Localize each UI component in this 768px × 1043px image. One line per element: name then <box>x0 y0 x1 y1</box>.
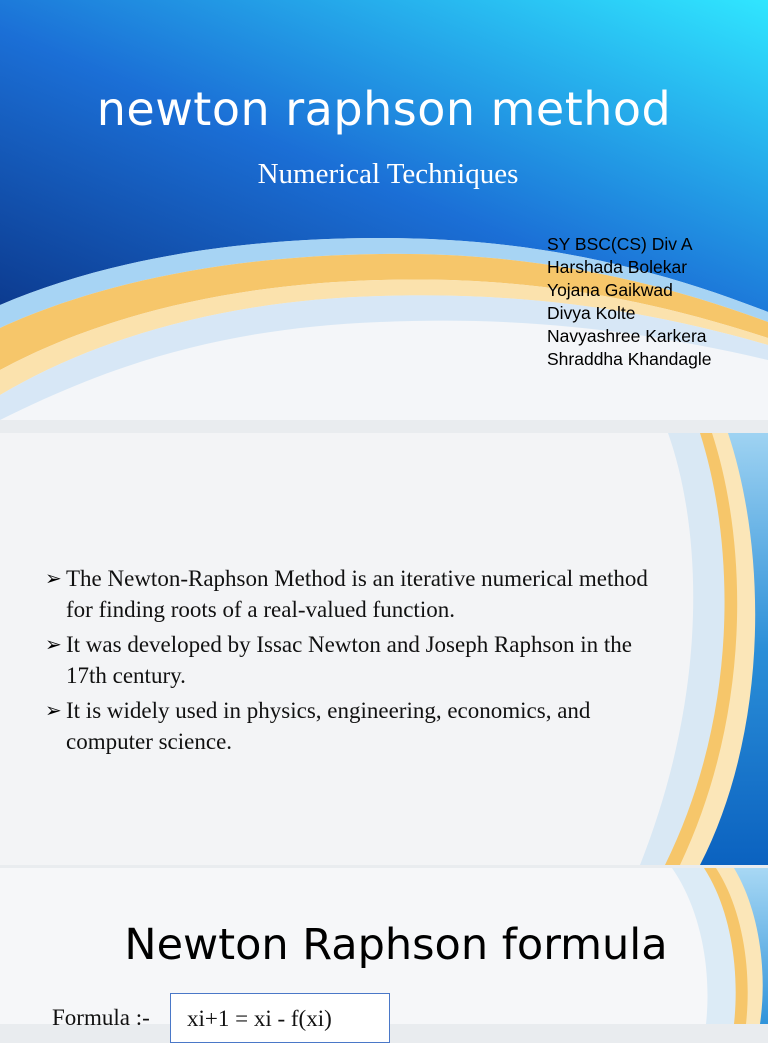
bullet-text: The Newton-Raphson Method is an iterative numerical method for finding roots of a real-valued function. <box>66 566 648 622</box>
presentation-title: newton raphson method <box>96 82 672 136</box>
formula-label: Formula :- <box>52 1005 150 1030</box>
presentation-subtitle: Numerical Techniques <box>257 158 519 190</box>
arrow-bullet-icon: ➢ <box>45 566 62 590</box>
bullet-text: It is widely used in physics, engineering, economics, and computer science. <box>66 698 591 754</box>
author-line: Shraddha Khandagle <box>547 349 712 369</box>
formula-title: Newton Raphson formula <box>124 920 668 970</box>
bullet-item <box>45 629 665 691</box>
author-line: Navyashree Karkera <box>547 326 707 346</box>
author-line: SY BSC(CS) Div A <box>547 234 693 254</box>
bullet-item <box>45 563 665 625</box>
formula-box <box>170 993 390 1043</box>
bullet-text: It was developed by Issac Newton and Joseph Raphson in the 17th century. <box>66 632 632 688</box>
author-line: Yojana Gaikwad <box>547 280 673 300</box>
author-line: Harshada Bolekar <box>547 257 688 277</box>
arrow-bullet-icon: ➢ <box>45 632 62 656</box>
author-list <box>547 233 711 371</box>
formula-text: xi+1 = xi - f(xi) <box>187 1006 332 1031</box>
title-slide <box>0 0 768 420</box>
bullet-item <box>45 695 665 757</box>
introduction-bullets <box>45 563 665 761</box>
arrow-bullet-icon: ➢ <box>45 698 62 722</box>
author-line: Divya Kolte <box>547 303 636 323</box>
